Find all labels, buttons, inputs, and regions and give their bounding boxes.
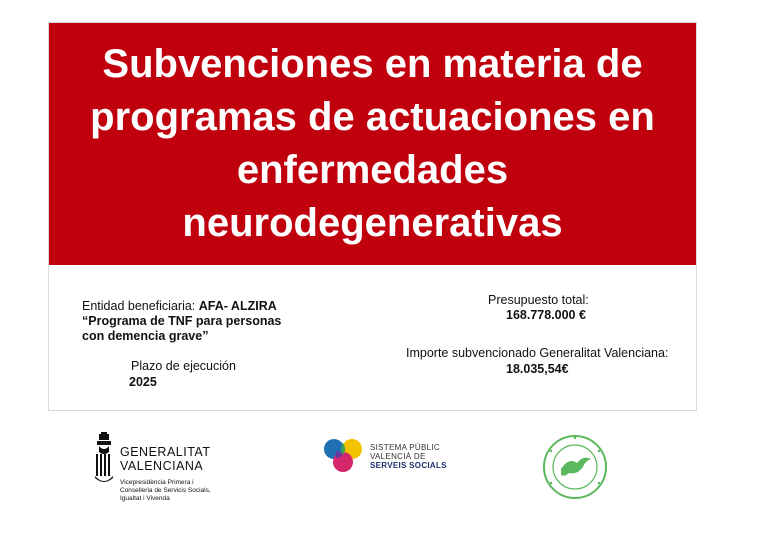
sps-line-2: VALENCIÀ DE <box>370 452 426 461</box>
title-line-2: programas de actuaciones en <box>90 95 655 139</box>
generalitat-department <box>120 479 260 503</box>
info-section <box>49 265 696 410</box>
generalitat-logo <box>93 432 253 504</box>
title-banner <box>49 23 696 265</box>
programa-name: “Programa de TNF para personas con demencia grave” <box>82 314 282 343</box>
importe-label: Importe subvencionado Generalitat Valenciana: <box>406 346 669 360</box>
generalitat-shield-icon <box>93 432 115 484</box>
gv-sub-line-3: Igualtat i Vivenda <box>120 495 170 502</box>
gv-sub-line-2: Conselleria de Servicis Socials, <box>120 487 211 494</box>
plazo-block <box>131 358 236 390</box>
serveis-socials-circles-icon <box>323 438 363 474</box>
poster <box>48 22 697 411</box>
entidad-value: AFA- ALZIRA <box>198 299 277 313</box>
sps-line-1: SISTEMA PÚBLIC <box>370 443 440 452</box>
serveis-socials-logo <box>323 438 483 488</box>
afa-alzira-logo-icon <box>539 433 611 501</box>
page-title <box>70 38 675 250</box>
title-line-1: Subvenciones en materia de <box>102 42 643 86</box>
generalitat-name <box>120 445 210 473</box>
gv-sub-line-1: Vicepresidència Primera i <box>120 479 194 486</box>
beneficiary-block <box>82 299 302 344</box>
serveis-socials-text <box>370 443 447 470</box>
plazo-value: 2025 <box>129 375 157 389</box>
sps-line-3: SERVEIS SOCIALS <box>370 461 447 470</box>
gv-name-line-1: GENERALITAT <box>120 445 211 459</box>
entidad-label: Entidad beneficiaria: <box>82 299 199 313</box>
logo-footer <box>0 428 768 508</box>
gv-name-line-2: VALENCIANA <box>120 459 204 473</box>
title-line-4: neurodegenerativas <box>182 201 563 245</box>
presupuesto-label: Presupuesto total: <box>488 293 589 307</box>
plazo-label: Plazo de ejecución <box>131 359 236 373</box>
importe-value: 18.035,54€ <box>506 362 569 376</box>
presupuesto-value: 168.778.000 € <box>506 308 586 322</box>
title-line-3: enfermedades <box>236 148 509 192</box>
